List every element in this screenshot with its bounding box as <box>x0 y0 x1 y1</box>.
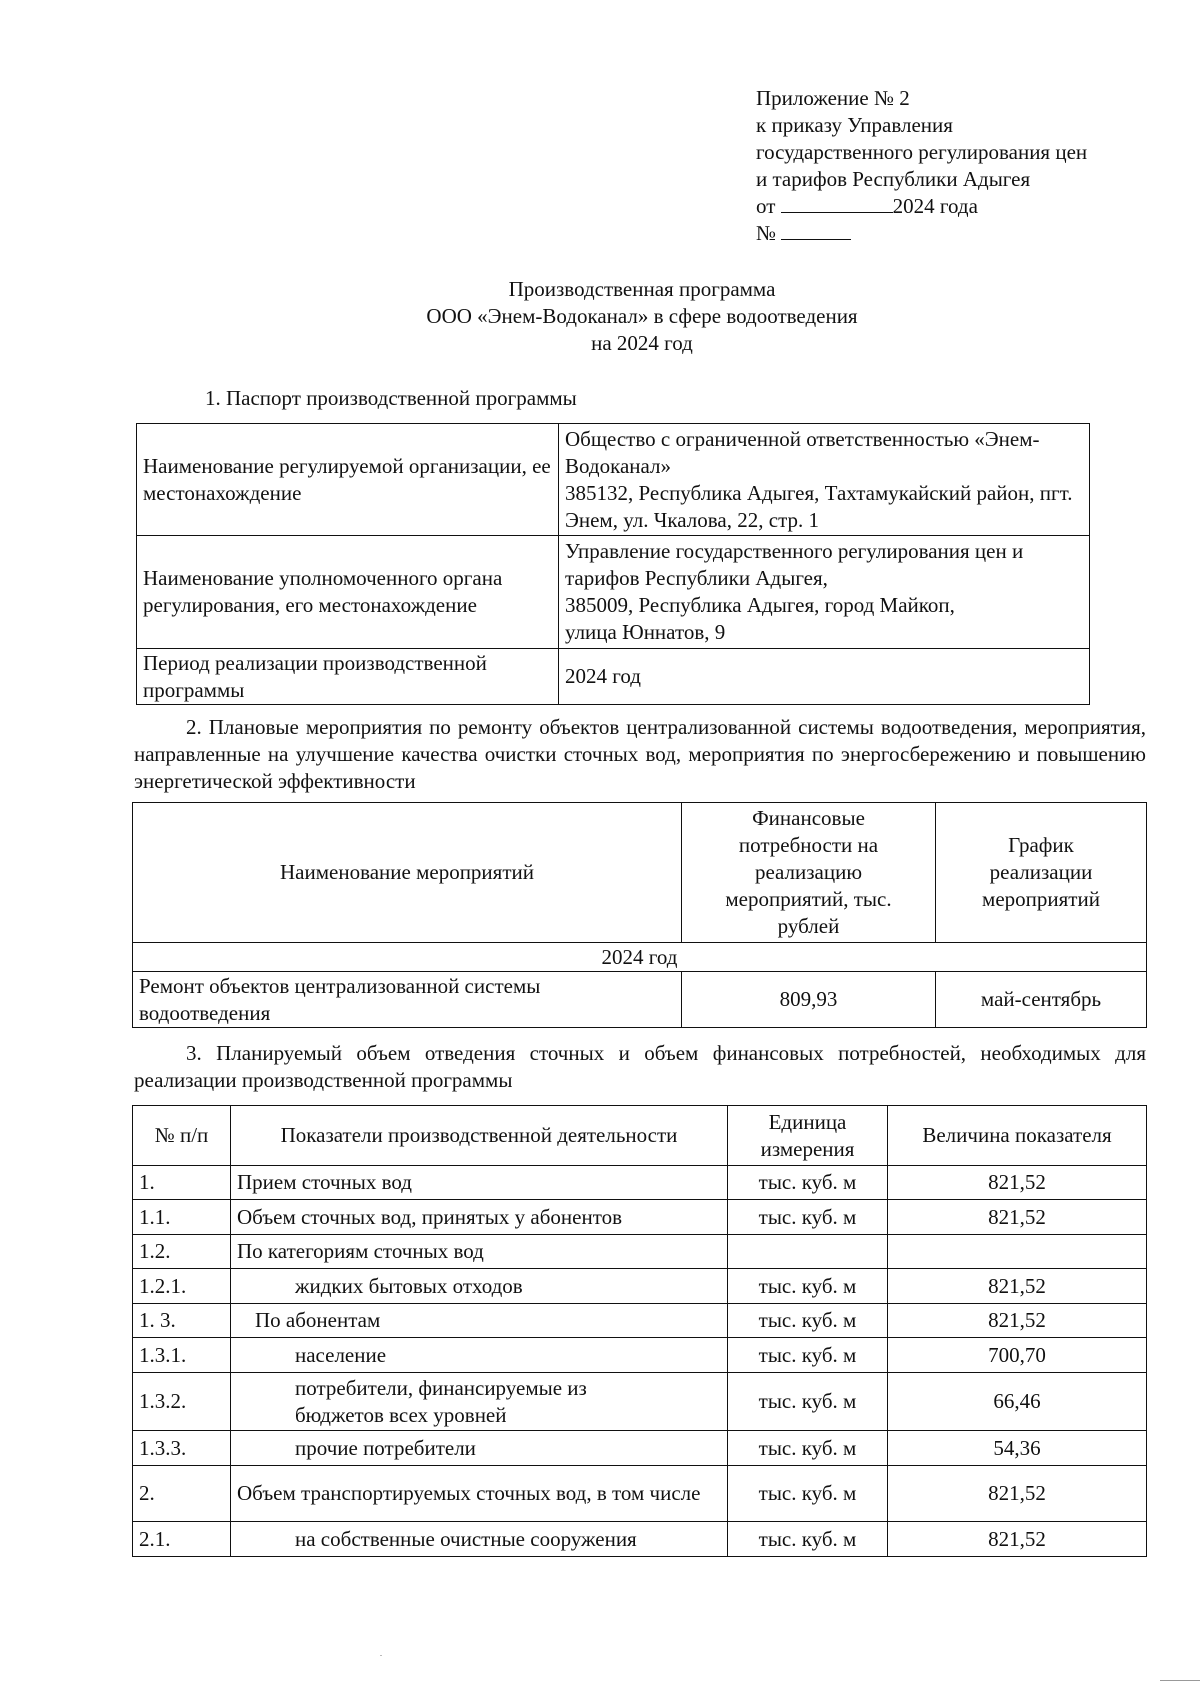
title-line: ООО «Энем-Водоканал» в сфере водоотведения <box>426 304 858 328</box>
passport-value <box>559 424 1090 536</box>
table-row <box>137 649 1090 705</box>
appendix-line: к приказу Управления <box>756 113 953 137</box>
row-indicator: Объем сточных вод, принятых у абонентов <box>231 1200 728 1235</box>
row-indicator: на собственные очистные сооружения <box>231 1522 728 1557</box>
table-row <box>133 1522 1147 1557</box>
row-value: 821,52 <box>888 1200 1147 1235</box>
measure-schedule: май-сентябрь <box>936 972 1147 1028</box>
table-row <box>133 1235 1147 1269</box>
row-indicator: прочие потребители <box>231 1431 728 1466</box>
passport-table <box>136 423 1090 705</box>
row-value <box>888 1235 1147 1269</box>
row-num: 1.3.2. <box>133 1373 231 1431</box>
scan-edge-mark <box>1160 1680 1200 1681</box>
year-row <box>133 943 1147 972</box>
row-indicator: Прием сточных вод <box>231 1166 728 1200</box>
column-header-indicator: Показатели производственной деятельности <box>231 1106 728 1166</box>
row-value: 54,36 <box>888 1431 1147 1466</box>
table-row <box>137 536 1090 649</box>
document-title <box>0 276 1200 357</box>
row-num: 1.1. <box>133 1200 231 1235</box>
date-blank <box>781 194 893 213</box>
row-unit: тыс. куб. м <box>728 1166 888 1200</box>
date-prefix: от <box>756 194 776 218</box>
row-unit: тыс. куб. м <box>728 1304 888 1338</box>
row-value: 66,46 <box>888 1373 1147 1431</box>
table-row <box>133 1431 1147 1466</box>
row-unit: тыс. куб. м <box>728 1200 888 1235</box>
row-unit: тыс. куб. м <box>728 1269 888 1304</box>
row-num: 2.1. <box>133 1522 231 1557</box>
title-line: Производственная программа <box>508 277 776 301</box>
number-blank <box>781 221 851 240</box>
measures-table <box>132 802 1147 1028</box>
row-num: 1.3.1. <box>133 1338 231 1373</box>
passport-label: Наименование регулируемой организации, ее местонахождение <box>137 424 559 536</box>
row-unit <box>728 1235 888 1269</box>
table-row <box>133 1338 1147 1373</box>
row-unit: тыс. куб. м <box>728 1373 888 1431</box>
appendix-line: Приложение № 2 <box>756 86 910 110</box>
appendix-date <box>756 193 1176 220</box>
row-indicator: По абонентам <box>231 1304 728 1338</box>
row-value: 821,52 <box>888 1166 1147 1200</box>
row-value: 821,52 <box>888 1466 1147 1522</box>
row-unit: тыс. куб. м <box>728 1431 888 1466</box>
section2-heading: 2. Плановые мероприятия по ремонту объектов централизованной системы водоотведения, мероприятия, направленные на улучшение качества очистки сточных вод, мероприятия по энергосбережению и повышению энергетической эффективности <box>134 715 1146 793</box>
column-header-schedule: График реализации мероприятий <box>936 803 1147 943</box>
date-suffix: 2024 года <box>892 194 978 218</box>
row-num: 1. <box>133 1166 231 1200</box>
column-header-finance: Финансовые потребности на реализацию мероприятий, тыс. рублей <box>682 803 936 943</box>
table-row <box>133 972 1147 1028</box>
row-value: 821,52 <box>888 1304 1147 1338</box>
table-row <box>133 1269 1147 1304</box>
appendix-line: государственного регулирования цен <box>756 140 1088 164</box>
row-indicator: потребители, финансируемые из бюджетов всех уровней <box>231 1373 728 1431</box>
column-header-num: № п/п <box>133 1106 231 1166</box>
passport-value-line: улица Юннатов, 9 <box>565 620 726 644</box>
row-unit: тыс. куб. м <box>728 1522 888 1557</box>
number-prefix: № <box>756 221 777 245</box>
table-header-row <box>133 1106 1147 1166</box>
row-num: 1.3.3. <box>133 1431 231 1466</box>
scan-speck <box>380 1655 382 1656</box>
section3-heading: 3. Планируемый объем отведения сточных и объем финансовых потребностей, необходимых для реализации производственной программы <box>134 1041 1146 1092</box>
table-row <box>133 1200 1147 1235</box>
table-row <box>133 1466 1147 1522</box>
row-num: 1.2.1. <box>133 1269 231 1304</box>
row-indicator: население <box>231 1338 728 1373</box>
measure-name: Ремонт объектов централизованной системы водоотведения <box>133 972 682 1028</box>
passport-value: 2024 год <box>559 649 1090 705</box>
year-cell: 2024 год <box>133 943 1147 972</box>
row-indicator: жидких бытовых отходов <box>231 1269 728 1304</box>
column-header-value: Величина показателя <box>888 1106 1147 1166</box>
row-indicator: Объем транспортируемых сточных вод, в том числе <box>231 1466 728 1522</box>
passport-value-line: 385132, Республика Адыгея, Тахтамукайский район, пгт. Энем, ул. Чкалова, 22, стр. 1 <box>565 480 1073 532</box>
row-indicator: По категориям сточных вод <box>231 1235 728 1269</box>
table-header-row <box>133 803 1147 943</box>
passport-label: Период реализации производственной программы <box>137 649 559 705</box>
appendix-line: и тарифов Республики Адыгея <box>756 167 1031 191</box>
column-header-unit: Единица измерения <box>728 1106 888 1166</box>
passport-value-line: 385009, Республика Адыгея, город Майкоп, <box>565 593 955 617</box>
table-row <box>137 424 1090 536</box>
row-unit: тыс. куб. м <box>728 1466 888 1522</box>
column-header-name: Наименование мероприятий <box>133 803 682 943</box>
row-num: 1. 3. <box>133 1304 231 1338</box>
title-line: на 2024 год <box>591 331 693 355</box>
row-value: 700,70 <box>888 1338 1147 1373</box>
row-num: 2. <box>133 1466 231 1522</box>
appendix-header <box>756 85 1176 247</box>
passport-label: Наименование уполномоченного органа регулирования, его местонахождение <box>137 536 559 649</box>
section1-heading: 1. Паспорт производственной программы <box>205 386 577 410</box>
measure-finance: 809,93 <box>682 972 936 1028</box>
passport-value-line: Общество с ограниченной ответственностью «Энем-Водоканал» <box>565 426 1040 478</box>
passport-value-line: Управление государственного регулирования цен и тарифов Республики Адыгея, <box>565 539 1024 590</box>
table-row <box>133 1373 1147 1431</box>
appendix-number <box>756 220 1176 247</box>
row-value: 821,52 <box>888 1522 1147 1557</box>
row-num: 1.2. <box>133 1235 231 1269</box>
passport-value <box>559 536 1090 649</box>
volume-table <box>132 1105 1147 1557</box>
row-unit: тыс. куб. м <box>728 1338 888 1373</box>
row-value: 821,52 <box>888 1269 1147 1304</box>
table-row <box>133 1166 1147 1200</box>
table-row <box>133 1304 1147 1338</box>
